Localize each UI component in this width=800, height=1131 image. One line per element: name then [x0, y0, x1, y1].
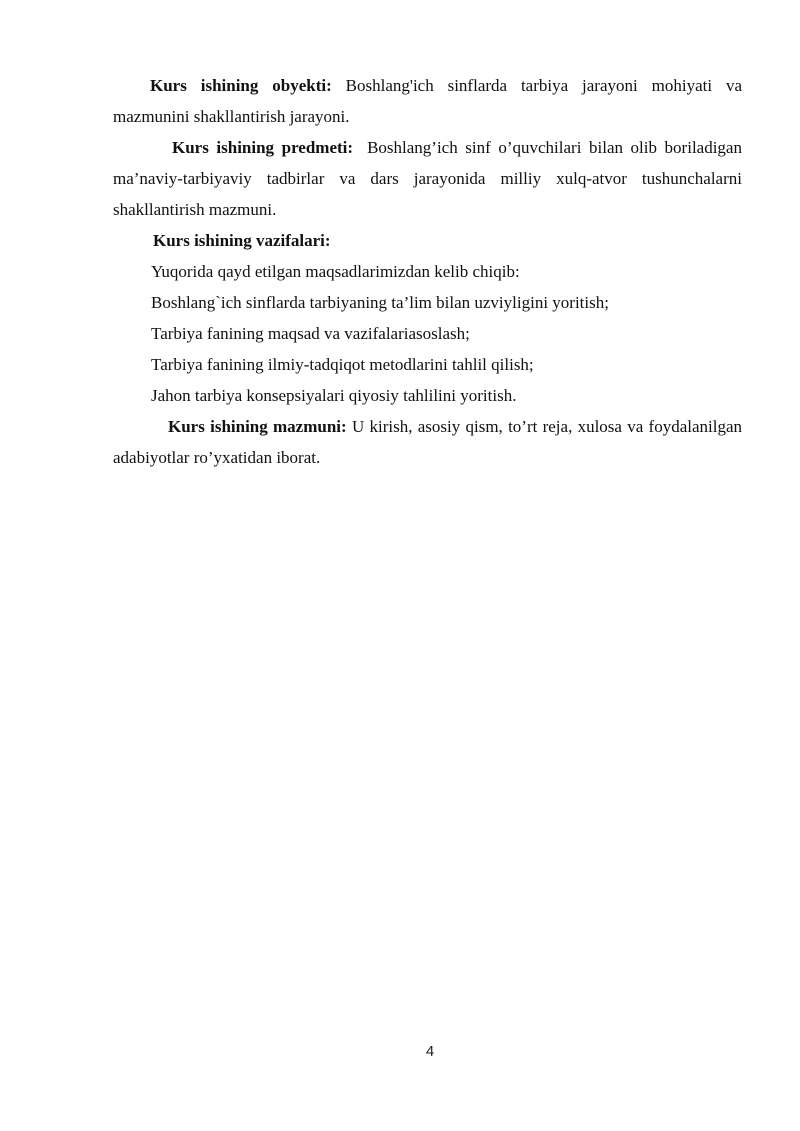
tasks-heading: Kurs ishining vazifalari:: [153, 231, 331, 250]
content-text: U kirish, asosiy qism, to’rt reja, xulosa va foydalanilgan adabiyotlar ro’yxatidan iborat.: [113, 417, 743, 467]
task-item-2: Tarbiya fanining maqsad va vazifalariasoslash;: [151, 324, 470, 343]
subject-paragraph: [113, 132, 742, 225]
subject-text: Boshlang’ich sinf o’quvchilari bilan olib boriladigan ma’naviy-tarbiyaviy tadbirlar va dars jarayonida milliy xulq-atvor tushunchalarni shakllantirish mazmuni.: [113, 138, 742, 219]
subject-label: Kurs ishining predmeti:: [172, 138, 354, 157]
content-label: Kurs ishining mazmuni:: [168, 417, 347, 436]
content-paragraph: [113, 411, 742, 473]
object-text: Boshlang'ich sinflarda tarbiya jarayoni mohiyati va mazmunini shakllantirish jarayoni.: [113, 76, 742, 126]
page-number: 4: [425, 1043, 435, 1060]
page-content: [113, 70, 742, 473]
tasks-heading-paragraph: [113, 225, 742, 256]
task-item-4: Jahon tarbiya konsepsiyalari qiyosiy tahlilini yoritish.: [151, 386, 517, 405]
object-paragraph: [113, 70, 742, 132]
task-item-3: Tarbiya fanining ilmiy-tadqiqot metodlarini tahlil qilish;: [151, 355, 534, 374]
object-label: Kurs ishining obyekti:: [150, 76, 332, 95]
task-item-1: Boshlang`ich sinflarda tarbiyaning ta’lim bilan uzviyligini yoritish;: [151, 293, 609, 312]
task-item-0: Yuqorida qayd etilgan maqsadlarimizdan kelib chiqib:: [151, 262, 520, 281]
